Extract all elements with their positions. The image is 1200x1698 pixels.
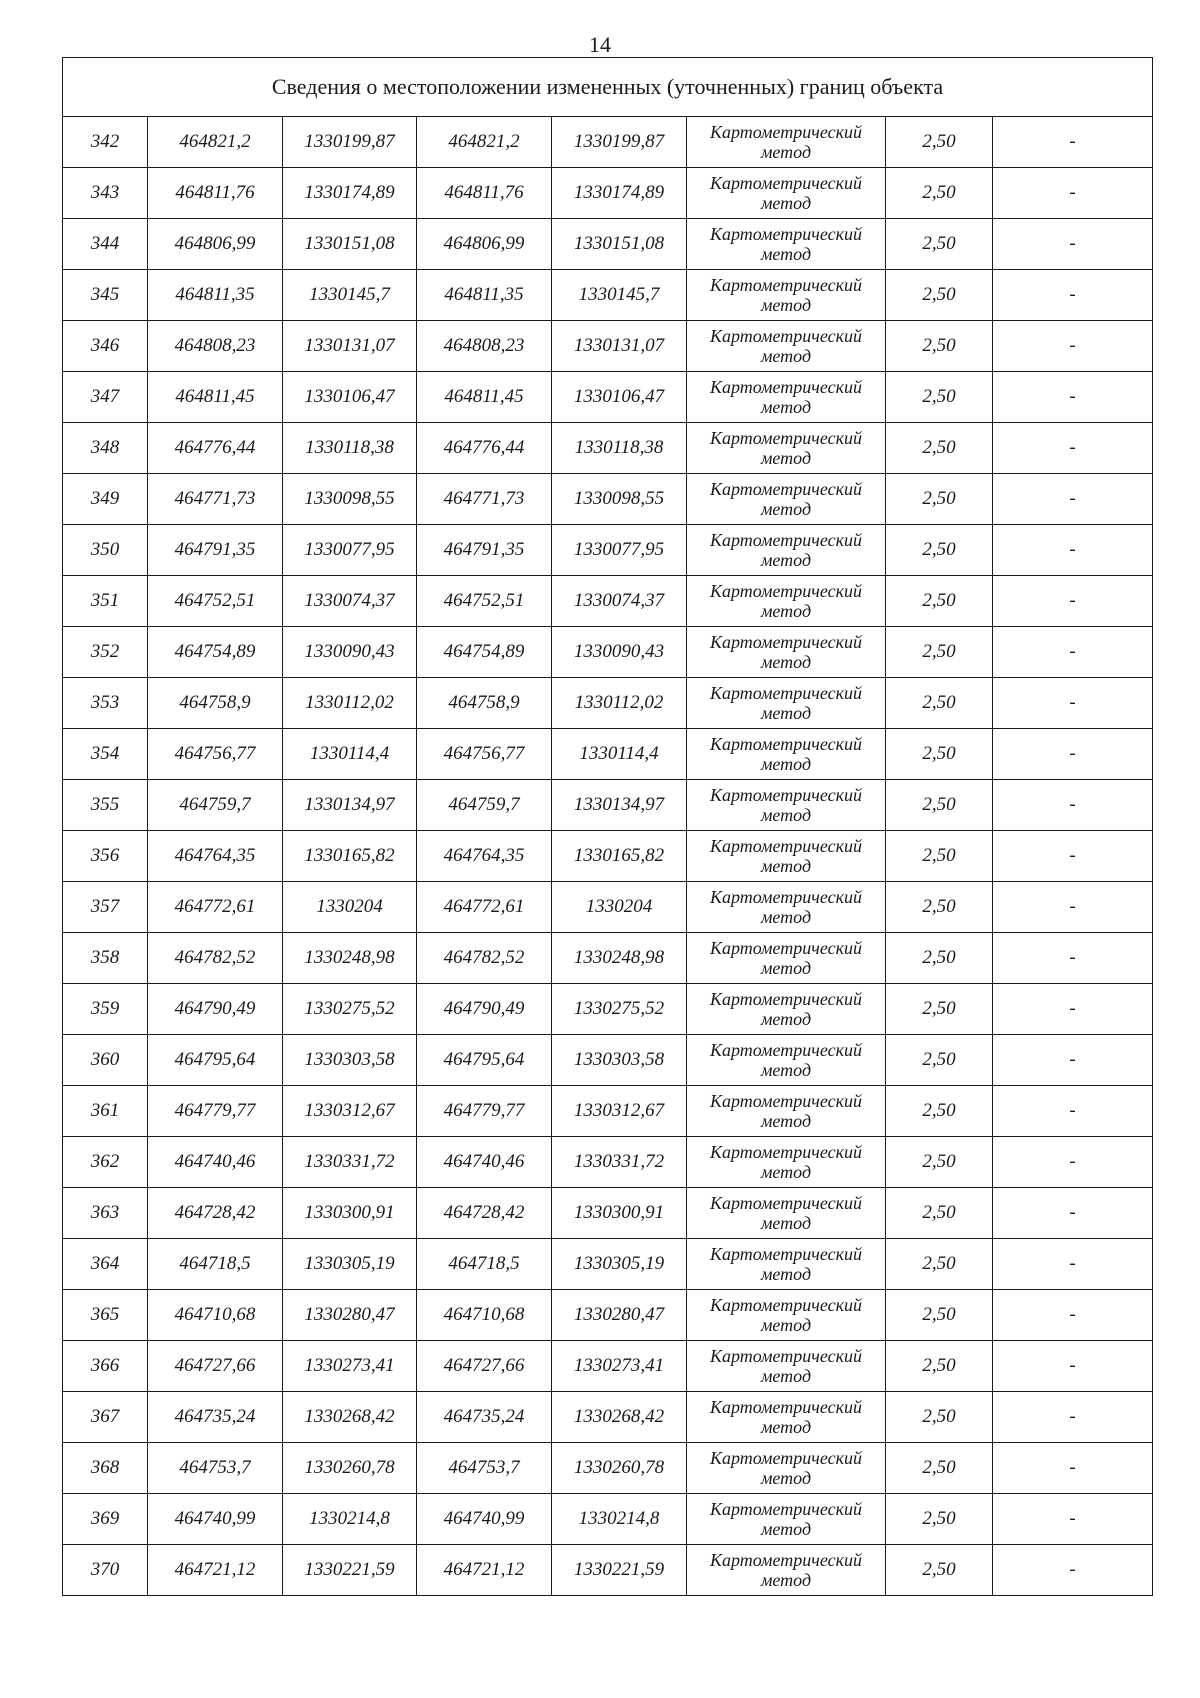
table-row (63, 1443, 1153, 1494)
point-number-cell: 351 (63, 576, 148, 627)
existing-y-cell: 1330331,72 (283, 1137, 417, 1188)
table-row (63, 933, 1153, 984)
point-number-cell: 350 (63, 525, 148, 576)
accuracy-cell: 2,50 (886, 270, 993, 321)
accuracy-cell: 2,50 (886, 831, 993, 882)
accuracy-cell: 2,50 (886, 168, 993, 219)
description-cell: - (993, 423, 1153, 474)
point-number-cell: 353 (63, 678, 148, 729)
accuracy-cell: 2,50 (886, 219, 993, 270)
new-x-cell: 464753,7 (417, 1443, 552, 1494)
method-cell: Картометрический метод (687, 219, 886, 270)
new-x-cell: 464811,45 (417, 372, 552, 423)
description-cell: - (993, 1443, 1153, 1494)
existing-y-cell: 1330151,08 (283, 219, 417, 270)
new-x-cell: 464779,77 (417, 1086, 552, 1137)
table-row (63, 219, 1153, 270)
existing-x-cell: 464779,77 (148, 1086, 283, 1137)
description-cell: - (993, 576, 1153, 627)
point-number-cell: 348 (63, 423, 148, 474)
method-cell: Картометрический метод (687, 474, 886, 525)
description-cell: - (993, 933, 1153, 984)
new-y-cell: 1330260,78 (552, 1443, 687, 1494)
point-number-cell: 363 (63, 1188, 148, 1239)
description-cell: - (993, 1086, 1153, 1137)
new-x-cell: 464740,46 (417, 1137, 552, 1188)
point-number-cell: 359 (63, 984, 148, 1035)
method-cell: Картометрический метод (687, 831, 886, 882)
point-number-cell: 352 (63, 627, 148, 678)
accuracy-cell: 2,50 (886, 678, 993, 729)
table-row (63, 321, 1153, 372)
new-y-cell: 1330151,08 (552, 219, 687, 270)
table-body (63, 117, 1153, 1596)
accuracy-cell: 2,50 (886, 372, 993, 423)
accuracy-cell: 2,50 (886, 525, 993, 576)
method-cell: Картометрический метод (687, 117, 886, 168)
description-cell: - (993, 780, 1153, 831)
existing-x-cell: 464811,35 (148, 270, 283, 321)
method-cell: Картометрический метод (687, 270, 886, 321)
method-cell: Картометрический метод (687, 678, 886, 729)
existing-y-cell: 1330275,52 (283, 984, 417, 1035)
new-x-cell: 464790,49 (417, 984, 552, 1035)
table-row (63, 423, 1153, 474)
accuracy-cell: 2,50 (886, 1188, 993, 1239)
point-number-cell: 367 (63, 1392, 148, 1443)
new-y-cell: 1330112,02 (552, 678, 687, 729)
description-cell: - (993, 729, 1153, 780)
accuracy-cell: 2,50 (886, 933, 993, 984)
new-x-cell: 464772,61 (417, 882, 552, 933)
new-x-cell: 464727,66 (417, 1341, 552, 1392)
new-y-cell: 1330312,67 (552, 1086, 687, 1137)
point-number-cell: 366 (63, 1341, 148, 1392)
page-number: 14 (589, 32, 611, 57)
table-row (63, 729, 1153, 780)
existing-y-cell: 1330145,7 (283, 270, 417, 321)
existing-y-cell: 1330305,19 (283, 1239, 417, 1290)
accuracy-cell: 2,50 (886, 882, 993, 933)
description-cell: - (993, 831, 1153, 882)
existing-x-cell: 464718,5 (148, 1239, 283, 1290)
new-y-cell: 1330303,58 (552, 1035, 687, 1086)
table-row (63, 1137, 1153, 1188)
existing-x-cell: 464740,99 (148, 1494, 283, 1545)
table-row (63, 1290, 1153, 1341)
description-cell: - (993, 219, 1153, 270)
table-row (63, 372, 1153, 423)
new-x-cell: 464771,73 (417, 474, 552, 525)
accuracy-cell: 2,50 (886, 1035, 993, 1086)
new-y-cell: 1330098,55 (552, 474, 687, 525)
existing-x-cell: 464791,35 (148, 525, 283, 576)
point-number-cell: 361 (63, 1086, 148, 1137)
table-row (63, 1341, 1153, 1392)
existing-x-cell: 464759,7 (148, 780, 283, 831)
new-x-cell: 464758,9 (417, 678, 552, 729)
existing-x-cell: 464782,52 (148, 933, 283, 984)
method-cell: Картометрический метод (687, 1086, 886, 1137)
point-number-cell: 369 (63, 1494, 148, 1545)
point-number-cell: 365 (63, 1290, 148, 1341)
existing-x-cell: 464735,24 (148, 1392, 283, 1443)
table-row (63, 1239, 1153, 1290)
description-cell: - (993, 627, 1153, 678)
method-cell: Картометрический метод (687, 1239, 886, 1290)
existing-y-cell: 1330199,87 (283, 117, 417, 168)
new-x-cell: 464740,99 (417, 1494, 552, 1545)
table-row (63, 678, 1153, 729)
table-row (63, 168, 1153, 219)
point-number-cell: 355 (63, 780, 148, 831)
existing-y-cell: 1330074,37 (283, 576, 417, 627)
existing-x-cell: 464758,9 (148, 678, 283, 729)
table-row (63, 882, 1153, 933)
new-y-cell: 1330268,42 (552, 1392, 687, 1443)
new-y-cell: 1330273,41 (552, 1341, 687, 1392)
existing-y-cell: 1330268,42 (283, 1392, 417, 1443)
description-cell: - (993, 1392, 1153, 1443)
description-cell: - (993, 1545, 1153, 1596)
accuracy-cell: 2,50 (886, 1086, 993, 1137)
existing-y-cell: 1330090,43 (283, 627, 417, 678)
table-row (63, 576, 1153, 627)
new-y-cell: 1330275,52 (552, 984, 687, 1035)
table-row (63, 1188, 1153, 1239)
table-row (63, 474, 1153, 525)
point-number-cell: 349 (63, 474, 148, 525)
new-y-cell: 1330114,4 (552, 729, 687, 780)
new-x-cell: 464735,24 (417, 1392, 552, 1443)
existing-x-cell: 464811,45 (148, 372, 283, 423)
method-cell: Картометрический метод (687, 1341, 886, 1392)
method-cell: Картометрический метод (687, 321, 886, 372)
accuracy-cell: 2,50 (886, 627, 993, 678)
existing-x-cell: 464753,7 (148, 1443, 283, 1494)
existing-x-cell: 464806,99 (148, 219, 283, 270)
new-x-cell: 464756,77 (417, 729, 552, 780)
point-number-cell: 346 (63, 321, 148, 372)
new-x-cell: 464821,2 (417, 117, 552, 168)
accuracy-cell: 2,50 (886, 576, 993, 627)
description-cell: - (993, 270, 1153, 321)
existing-y-cell: 1330260,78 (283, 1443, 417, 1494)
table-row (63, 1086, 1153, 1137)
existing-x-cell: 464821,2 (148, 117, 283, 168)
existing-x-cell: 464771,73 (148, 474, 283, 525)
table-row (63, 627, 1153, 678)
new-y-cell: 1330131,07 (552, 321, 687, 372)
method-cell: Картометрический метод (687, 372, 886, 423)
existing-y-cell: 1330131,07 (283, 321, 417, 372)
table-row (63, 270, 1153, 321)
point-number-cell: 342 (63, 117, 148, 168)
method-cell: Картометрический метод (687, 882, 886, 933)
new-y-cell: 1330074,37 (552, 576, 687, 627)
existing-y-cell: 1330273,41 (283, 1341, 417, 1392)
new-x-cell: 464710,68 (417, 1290, 552, 1341)
accuracy-cell: 2,50 (886, 1494, 993, 1545)
new-x-cell: 464759,7 (417, 780, 552, 831)
new-x-cell: 464811,76 (417, 168, 552, 219)
existing-x-cell: 464772,61 (148, 882, 283, 933)
new-y-cell: 1330305,19 (552, 1239, 687, 1290)
method-cell: Картометрический метод (687, 1443, 886, 1494)
description-cell: - (993, 1035, 1153, 1086)
new-y-cell: 1330134,97 (552, 780, 687, 831)
existing-x-cell: 464790,49 (148, 984, 283, 1035)
method-cell: Картометрический метод (687, 1188, 886, 1239)
new-x-cell: 464754,89 (417, 627, 552, 678)
new-y-cell: 1330214,8 (552, 1494, 687, 1545)
description-cell: - (993, 1137, 1153, 1188)
method-cell: Картометрический метод (687, 168, 886, 219)
existing-x-cell: 464710,68 (148, 1290, 283, 1341)
method-cell: Картометрический метод (687, 729, 886, 780)
method-cell: Картометрический метод (687, 576, 886, 627)
new-y-cell: 1330204 (552, 882, 687, 933)
table-row (63, 1494, 1153, 1545)
table-row (63, 1035, 1153, 1086)
point-number-cell: 364 (63, 1239, 148, 1290)
new-x-cell: 464811,35 (417, 270, 552, 321)
point-number-cell: 356 (63, 831, 148, 882)
description-cell: - (993, 1341, 1153, 1392)
accuracy-cell: 2,50 (886, 1341, 993, 1392)
table-row (63, 117, 1153, 168)
point-number-cell: 368 (63, 1443, 148, 1494)
description-cell: - (993, 372, 1153, 423)
existing-y-cell: 1330312,67 (283, 1086, 417, 1137)
existing-x-cell: 464776,44 (148, 423, 283, 474)
table-row (63, 984, 1153, 1035)
method-cell: Картометрический метод (687, 1290, 886, 1341)
description-cell: - (993, 168, 1153, 219)
existing-y-cell: 1330106,47 (283, 372, 417, 423)
new-y-cell: 1330331,72 (552, 1137, 687, 1188)
existing-y-cell: 1330114,4 (283, 729, 417, 780)
existing-y-cell: 1330134,97 (283, 780, 417, 831)
table-row (63, 1392, 1153, 1443)
accuracy-cell: 2,50 (886, 117, 993, 168)
point-number-cell: 362 (63, 1137, 148, 1188)
table-title: Сведения о местоположении измененных (уточненных) границ объекта (63, 58, 1153, 117)
accuracy-cell: 2,50 (886, 1545, 993, 1596)
new-x-cell: 464782,52 (417, 933, 552, 984)
accuracy-cell: 2,50 (886, 984, 993, 1035)
boundary-coordinates-table (62, 57, 1153, 1596)
point-number-cell: 347 (63, 372, 148, 423)
new-x-cell: 464728,42 (417, 1188, 552, 1239)
new-y-cell: 1330090,43 (552, 627, 687, 678)
existing-y-cell: 1330174,89 (283, 168, 417, 219)
method-cell: Картометрический метод (687, 780, 886, 831)
point-number-cell: 344 (63, 219, 148, 270)
description-cell: - (993, 117, 1153, 168)
new-x-cell: 464808,23 (417, 321, 552, 372)
table-row (63, 831, 1153, 882)
method-cell: Картометрический метод (687, 525, 886, 576)
accuracy-cell: 2,50 (886, 321, 993, 372)
existing-x-cell: 464795,64 (148, 1035, 283, 1086)
accuracy-cell: 2,50 (886, 1137, 993, 1188)
new-y-cell: 1330199,87 (552, 117, 687, 168)
new-y-cell: 1330221,59 (552, 1545, 687, 1596)
new-x-cell: 464718,5 (417, 1239, 552, 1290)
existing-y-cell: 1330204 (283, 882, 417, 933)
accuracy-cell: 2,50 (886, 474, 993, 525)
description-cell: - (993, 321, 1153, 372)
accuracy-cell: 2,50 (886, 780, 993, 831)
existing-x-cell: 464808,23 (148, 321, 283, 372)
existing-x-cell: 464764,35 (148, 831, 283, 882)
point-number-cell: 360 (63, 1035, 148, 1086)
new-y-cell: 1330174,89 (552, 168, 687, 219)
table-row (63, 780, 1153, 831)
existing-y-cell: 1330112,02 (283, 678, 417, 729)
new-y-cell: 1330280,47 (552, 1290, 687, 1341)
existing-y-cell: 1330221,59 (283, 1545, 417, 1596)
point-number-cell: 357 (63, 882, 148, 933)
new-y-cell: 1330118,38 (552, 423, 687, 474)
method-cell: Картометрический метод (687, 933, 886, 984)
existing-y-cell: 1330303,58 (283, 1035, 417, 1086)
method-cell: Картометрический метод (687, 1545, 886, 1596)
description-cell: - (993, 525, 1153, 576)
existing-y-cell: 1330077,95 (283, 525, 417, 576)
description-cell: - (993, 1290, 1153, 1341)
existing-y-cell: 1330214,8 (283, 1494, 417, 1545)
existing-y-cell: 1330248,98 (283, 933, 417, 984)
new-x-cell: 464791,35 (417, 525, 552, 576)
new-x-cell: 464776,44 (417, 423, 552, 474)
table-title-row (63, 58, 1153, 117)
accuracy-cell: 2,50 (886, 1443, 993, 1494)
new-x-cell: 464806,99 (417, 219, 552, 270)
new-x-cell: 464795,64 (417, 1035, 552, 1086)
existing-x-cell: 464721,12 (148, 1545, 283, 1596)
description-cell: - (993, 678, 1153, 729)
new-y-cell: 1330077,95 (552, 525, 687, 576)
existing-x-cell: 464740,46 (148, 1137, 283, 1188)
table-row (63, 1545, 1153, 1596)
point-number-cell: 343 (63, 168, 148, 219)
accuracy-cell: 2,50 (886, 423, 993, 474)
accuracy-cell: 2,50 (886, 1290, 993, 1341)
new-y-cell: 1330106,47 (552, 372, 687, 423)
existing-y-cell: 1330098,55 (283, 474, 417, 525)
description-cell: - (993, 1188, 1153, 1239)
existing-x-cell: 464728,42 (148, 1188, 283, 1239)
accuracy-cell: 2,50 (886, 1392, 993, 1443)
table-row (63, 525, 1153, 576)
point-number-cell: 354 (63, 729, 148, 780)
new-y-cell: 1330248,98 (552, 933, 687, 984)
description-cell: - (993, 984, 1153, 1035)
existing-x-cell: 464727,66 (148, 1341, 283, 1392)
existing-y-cell: 1330165,82 (283, 831, 417, 882)
method-cell: Картометрический метод (687, 423, 886, 474)
method-cell: Картометрический метод (687, 1494, 886, 1545)
method-cell: Картометрический метод (687, 1035, 886, 1086)
existing-x-cell: 464756,77 (148, 729, 283, 780)
point-number-cell: 358 (63, 933, 148, 984)
new-x-cell: 464752,51 (417, 576, 552, 627)
new-y-cell: 1330165,82 (552, 831, 687, 882)
description-cell: - (993, 1494, 1153, 1545)
point-number-cell: 345 (63, 270, 148, 321)
existing-x-cell: 464752,51 (148, 576, 283, 627)
new-y-cell: 1330300,91 (552, 1188, 687, 1239)
existing-y-cell: 1330280,47 (283, 1290, 417, 1341)
new-y-cell: 1330145,7 (552, 270, 687, 321)
description-cell: - (993, 1239, 1153, 1290)
method-cell: Картометрический метод (687, 984, 886, 1035)
new-x-cell: 464721,12 (417, 1545, 552, 1596)
existing-x-cell: 464754,89 (148, 627, 283, 678)
accuracy-cell: 2,50 (886, 1239, 993, 1290)
description-cell: - (993, 882, 1153, 933)
point-number-cell: 370 (63, 1545, 148, 1596)
description-cell: - (993, 474, 1153, 525)
method-cell: Картометрический метод (687, 1392, 886, 1443)
new-x-cell: 464764,35 (417, 831, 552, 882)
existing-y-cell: 1330118,38 (283, 423, 417, 474)
method-cell: Картометрический метод (687, 1137, 886, 1188)
accuracy-cell: 2,50 (886, 729, 993, 780)
method-cell: Картометрический метод (687, 627, 886, 678)
existing-x-cell: 464811,76 (148, 168, 283, 219)
existing-y-cell: 1330300,91 (283, 1188, 417, 1239)
